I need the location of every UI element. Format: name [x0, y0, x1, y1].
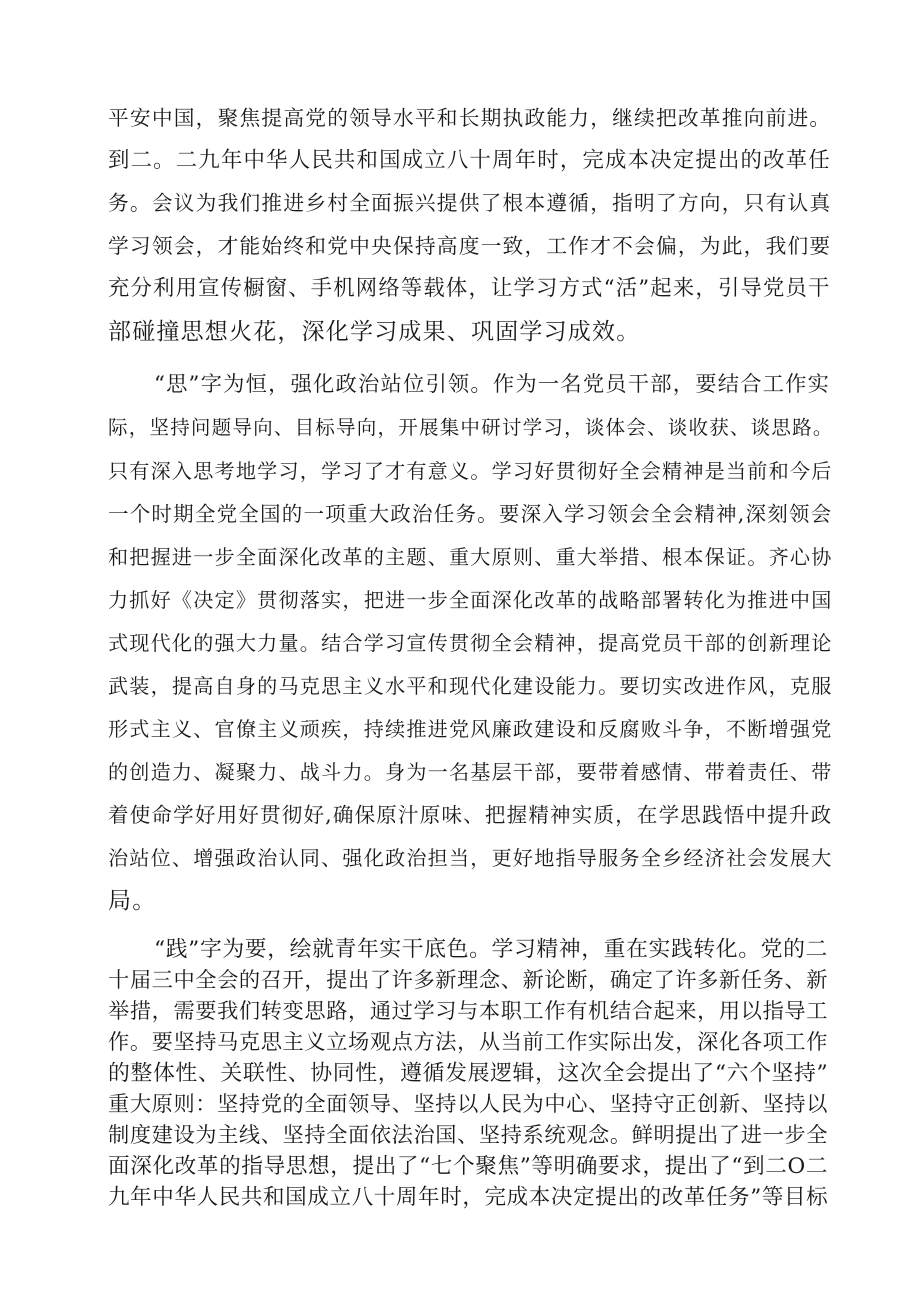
text-line: “践”字为要，绘就青年实干底色。学习精神，重在实践转化。党的二	[154, 937, 828, 962]
text-line: 到二。二九年中华人民共和国成立八十周年时，完成本决定提出的改革任	[108, 148, 831, 173]
text-line: 际，坚持问题导向、目标导向，开展集中研讨学习，谈体会、谈收获、谈思路。	[108, 416, 834, 439]
text-line: 治站位、增强政治认同、强化政治担当，更好地指导服务全乡经济社会发展大	[108, 846, 833, 870]
text-line: 式现代化的强大力量。结合学习宣传贯彻全会精神，提高党员干部的创新理论	[108, 631, 833, 655]
text-line: 的创造力、凝聚力、战斗力。身为一名基层干部，要带着感情、带着责任、带	[108, 760, 833, 784]
text-line: 形式主义、官僚主义顽疾，持续推进党风廉政建设和反腐败斗争，不断增强党	[108, 717, 833, 741]
text-line: 只有深入思考地学习，学习了才有意义。学习好贯彻好全会精神是当前和今后	[108, 459, 833, 483]
text-line: 充分利用宣传橱窗、手机网络等载体，让学习方式“活”起来，引导党员干	[108, 276, 831, 301]
text-line: 作。要坚持马克思主义立场观点方法，从当前工作实际出发，深化各项工作	[108, 1030, 829, 1055]
text-line: 力抓好《决定》贯彻落实，把进一步全面深化改革的战略部署转化为推进中国	[108, 588, 833, 612]
text-line: 着使命学好用好贯彻好,确保原汁原味、把握精神实质，在学思践悟中提升政	[108, 803, 833, 827]
text-line: 平安中国，聚焦提高党的领导水平和长期执政能力，继续把改革推向前进。	[108, 106, 832, 130]
text-line: “思”字为恒，强化政治站位引领。作为一名党员干部，要结合工作实	[154, 372, 831, 397]
text-line: 面深化改革的指导思想，提出了“七个聚焦”等明确要求，提出了“到二O二	[108, 1154, 829, 1179]
text-line: 务。会议为我们推进乡村全面振兴提供了根本遵循，指明了方向，只有认真	[108, 191, 832, 215]
text-line: 的整体性、关联性、协同性，遵循发展逻辑，这次全会提出了“六个坚持”	[108, 1061, 829, 1086]
text-line: 十届三中全会的召开，提出了许多新理念、新论断，确定了许多新任务、新	[108, 968, 829, 993]
text-line: 部碰撞思想火花，深化学习成果、巩固学习成效。	[108, 319, 641, 345]
text-line: 制度建设为主线、坚持全面依法治国、坚持系统观念。鲜明提出了进一步全	[108, 1123, 829, 1148]
text-line: 重大原则：坚持党的全面领导、坚持以人民为中心、坚持守正创新、坚持以	[108, 1092, 829, 1117]
text-line: 举措，需要我们转变思路，通过学习与本职工作有机结合起来，用以指导工	[108, 999, 829, 1024]
text-line: 和把握进一步全面深化改革的主题、重大原则、重大举措、根本保证。齐心协	[108, 545, 833, 569]
text-line: 武装，提高自身的马克思主义水平和现代化建设能力。要切实改进作风，克服	[108, 674, 833, 698]
text-line: 九年中华人民共和国成立八十周年时，完成本决定提出的改革任务”等目标	[108, 1185, 829, 1210]
text-line: 学习领会，才能始终和党中央保持高度一致，工作才不会偏，为此，我们要	[108, 234, 832, 258]
text-line: 一个时期全党全国的一项重大政治任务。要深入学习领会全会精神,深刻领会	[108, 502, 833, 526]
text-line: 局。	[108, 888, 157, 914]
